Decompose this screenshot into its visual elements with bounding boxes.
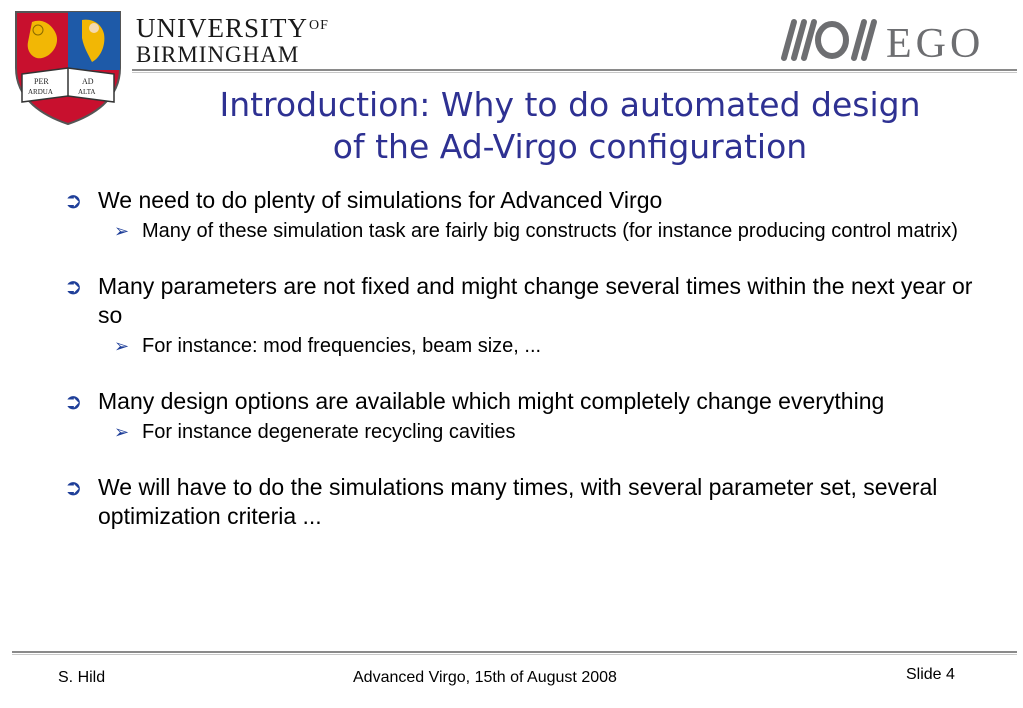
arrow-bullet-icon: ➲	[64, 274, 83, 299]
footer-author: S. Hild	[58, 669, 106, 686]
arrowhead-bullet-icon: ➢	[114, 336, 130, 356]
ego-logo	[770, 14, 1005, 66]
university-line2: BIRMINGHAM	[136, 42, 300, 67]
crest-book-text-alta: ALTA	[78, 88, 96, 96]
arrowhead-bullet-icon: ➢	[114, 422, 130, 442]
arrowhead-bullet-icon: ➢	[114, 221, 130, 241]
bullet-1	[64, 186, 984, 215]
bullet-3	[64, 387, 984, 416]
sub-bullet-3-1	[64, 420, 984, 445]
header-divider-shadow	[132, 72, 1017, 73]
arrow-bullet-icon: ➲	[64, 389, 83, 414]
bullet-2	[64, 272, 984, 330]
slide-title-line2: of the Ad-Virgo configuration	[332, 127, 808, 166]
bullet-4	[64, 473, 984, 531]
university-crest-logo	[12, 8, 124, 126]
bullet-text: Many design options are available which might completely change everything	[98, 388, 885, 414]
footer-event: Advanced Virgo, 15th of August 2008	[353, 669, 617, 686]
footer-divider	[12, 651, 1017, 653]
bullet-text: Many parameters are not fixed and might change several times within the next year or so	[98, 273, 973, 328]
university-wordmark	[136, 14, 329, 68]
sub-bullet-1-1	[64, 219, 984, 244]
arrow-bullet-icon: ➲	[64, 475, 83, 500]
university-of: OF	[309, 18, 329, 33]
ego-logo-text: EGO	[886, 21, 985, 66]
sub-bullet-2-1	[64, 334, 984, 359]
bullet-text: We need to do plenty of simulations for Advanced Virgo	[98, 187, 663, 213]
sub-bullet-text: For instance degenerate recycling cavities	[142, 421, 516, 443]
footer-slide-number: Slide 4	[906, 666, 955, 683]
arrow-bullet-icon: ➲	[64, 188, 83, 213]
sub-bullet-text: Many of these simulation task are fairly big constructs (for instance producing control matrix)	[142, 220, 958, 242]
bullet-text: We will have to do the simulations many times, with several parameter set, several optimization criteria ...	[98, 474, 938, 529]
footer-divider-shadow	[12, 654, 1017, 655]
slide-content	[64, 186, 984, 531]
crest-book-text-ardua: ARDUA	[28, 88, 53, 96]
crest-book-text-per: PER	[34, 77, 49, 86]
crest-book-text-ad: AD	[82, 77, 94, 86]
slide-title	[130, 84, 1010, 168]
header-divider	[132, 69, 1017, 71]
slide-title-line1: Introduction: Why to do automated design	[219, 85, 921, 124]
university-line1: UNIVERSITY	[136, 13, 308, 43]
sub-bullet-text: For instance: mod frequencies, beam size, ...	[142, 335, 542, 357]
